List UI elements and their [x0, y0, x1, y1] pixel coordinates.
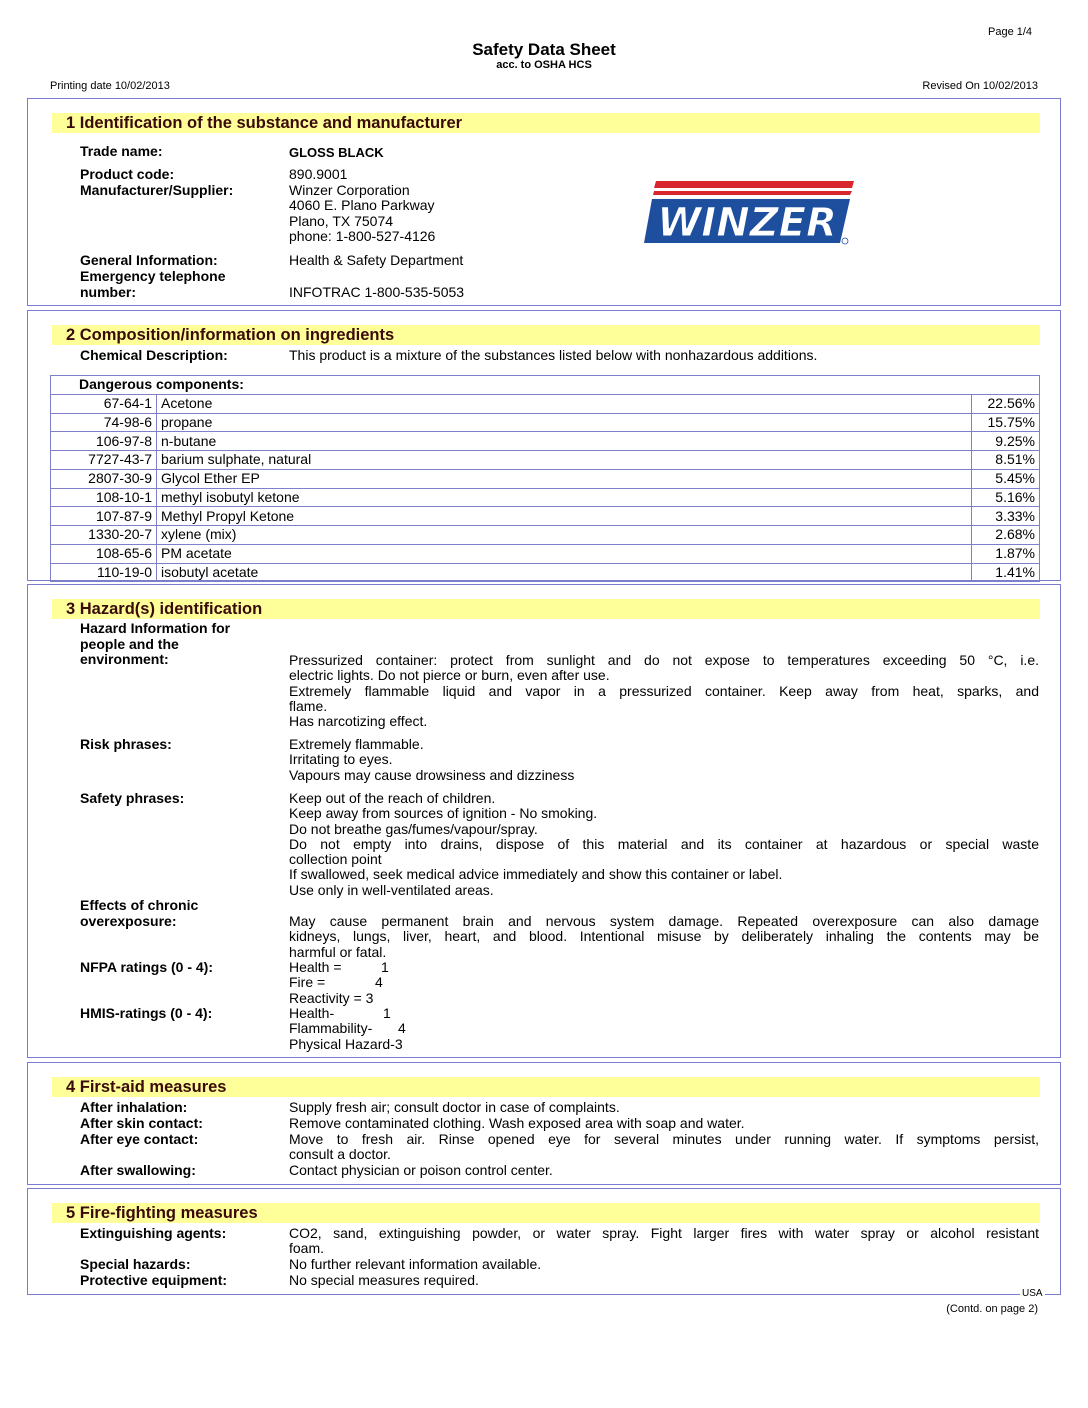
table-header-row [51, 376, 1040, 395]
emergency-label: Emergency telephone [80, 268, 226, 284]
rating-value: 1 [381, 959, 389, 975]
rating-key: Health = [289, 959, 342, 975]
inhalation-value: Supply fresh air; consult doctor in case of complaints. [289, 1099, 620, 1115]
cas-number: 108-10-1 [51, 488, 157, 507]
rating-key: Reactivity = 3 [289, 989, 374, 1006]
cas-number: 74-98-6 [51, 413, 157, 432]
component-percent: 5.16% [972, 488, 1040, 507]
rating-key: Flammability- [289, 1020, 373, 1037]
nfpa-ratings [289, 960, 1039, 1006]
rating-value: 1 [383, 1005, 391, 1021]
manufacturer-line: phone: 1-800-527-4126 [289, 227, 436, 244]
rating-line [289, 1006, 1039, 1021]
component-name: Glycol Ether EP [157, 469, 972, 488]
risk-phrases-value [289, 737, 1039, 783]
rating-key: Physical Hazard-3 [289, 1035, 403, 1052]
table-row [51, 451, 1040, 470]
component-name: Acetone [157, 394, 972, 413]
text-line: Use only in well-ventilated areas. [289, 881, 494, 898]
safety-phrases-label: Safety phrases: [80, 790, 185, 806]
table-row [51, 507, 1040, 526]
section-fire-fighting [27, 1188, 1061, 1295]
text-line: collection point [289, 851, 382, 868]
component-percent: 5.45% [972, 469, 1040, 488]
skin-contact-value: Remove contaminated clothing. Wash exposed area with soap and water. [289, 1115, 745, 1131]
component-percent: 1.41% [972, 563, 1040, 582]
text-line: Move to fresh air. Rinse opened eye for several minutes under running water. If symptoms persist, [289, 1131, 1039, 1147]
product-code-value: 890.9001 [289, 166, 348, 182]
extinguishing-value [289, 1226, 1039, 1257]
text-line: If swallowed, seek medical advice immediately and show this container or label. [289, 866, 783, 883]
protective-equipment-label: Protective equipment: [80, 1272, 228, 1288]
text-line: electric lights. Do not pierce or burn, even after use. [289, 667, 610, 684]
component-name: Methyl Propyl Ketone [157, 507, 972, 526]
hmis-ratings [289, 1006, 1039, 1052]
text-line: harmful or fatal. [289, 943, 387, 960]
rating-key: Health- [289, 1005, 335, 1021]
table-row [51, 432, 1040, 451]
text-line: kidneys, lungs, liver, heart, and blood. Intentional misuse by deliberately inhaling the contents may be [289, 928, 1039, 945]
rating-key: Fire = [289, 974, 326, 991]
country-marker: USA [1022, 1288, 1043, 1299]
chronic-effects-value [289, 914, 1039, 960]
component-name: PM acetate [157, 544, 972, 563]
section-title: 5 Fire-fighting measures [66, 1204, 258, 1222]
text-line: Keep out of the reach of children. [289, 790, 496, 806]
continued-note: (Contd. on page 2) [946, 1303, 1038, 1315]
table-row [51, 563, 1040, 582]
section-hazards [27, 584, 1061, 1058]
risk-phrases-label: Risk phrases: [80, 736, 172, 752]
component-name: n-butane [157, 432, 972, 451]
component-percent: 8.51% [972, 451, 1040, 470]
page-number: Page 1/4 [988, 26, 1033, 38]
swallowing-label: After swallowing: [80, 1162, 196, 1178]
cas-number: 110-19-0 [51, 563, 157, 582]
component-percent: 2.68% [972, 526, 1040, 545]
rating-line [289, 991, 1039, 1006]
text-line: Extremely flammable liquid and vapor in a pressurized container. Keep away from heat, sparks, and [289, 682, 1039, 699]
label-line: people and the [80, 635, 179, 652]
component-percent: 15.75% [972, 413, 1040, 432]
manufacturer-value [289, 183, 589, 244]
rating-value: 4 [398, 1020, 406, 1037]
eye-contact-label: After eye contact: [80, 1131, 199, 1147]
section-heading [52, 113, 1040, 133]
skin-contact-label: After skin contact: [80, 1115, 203, 1131]
chemical-description-value: This product is a mixture of the substances listed below with nonhazardous additions. [289, 347, 818, 363]
text-line: flame. [289, 697, 328, 714]
section-identification [27, 98, 1061, 306]
text-line: Irritating to eyes. [289, 751, 393, 768]
label-line: Effects of chronic [80, 897, 199, 913]
component-name: propane [157, 413, 972, 432]
component-name: xylene (mix) [157, 526, 972, 545]
inhalation-label: After inhalation: [80, 1099, 188, 1115]
chemical-description-label: Chemical Description: [80, 347, 228, 363]
table-row [51, 394, 1040, 413]
rating-line [289, 1037, 1039, 1052]
general-info-label: General Information: [80, 252, 218, 268]
section-title: 4 First-aid measures [66, 1078, 227, 1096]
chronic-effects-label [80, 898, 198, 929]
text-line: foam. [289, 1240, 325, 1257]
printing-date: Printing date 10/02/2013 [50, 80, 170, 92]
label-line: overexposure: [80, 912, 177, 929]
document-title: Safety Data Sheet [472, 40, 616, 59]
svg-text:WINZER: WINZER [657, 200, 837, 245]
text-line: Extremely flammable. [289, 736, 424, 752]
component-name: methyl isobutyl ketone [157, 488, 972, 507]
nfpa-label: NFPA ratings (0 - 4): [80, 959, 214, 975]
cas-number: 7727-43-7 [51, 451, 157, 470]
section-heading [52, 325, 1040, 345]
component-percent: 22.56% [972, 394, 1040, 413]
eye-contact-value [289, 1132, 1039, 1163]
cas-number: 67-64-1 [51, 394, 157, 413]
hazard-info-value [289, 653, 1039, 729]
rating-value: 4 [375, 974, 383, 991]
section-heading [52, 599, 1040, 619]
hmis-label: HMIS-ratings (0 - 4): [80, 1005, 213, 1021]
component-name: barium sulphate, natural [157, 451, 972, 470]
component-name: isobutyl acetate [157, 563, 972, 582]
manufacturer-label: Manufacturer/Supplier: [80, 182, 234, 198]
safety-phrases-value [289, 791, 1039, 898]
special-hazards-value: No further relevant information available. [289, 1256, 542, 1272]
text-line: Has narcotizing effect. [289, 713, 428, 730]
table-row [51, 413, 1040, 432]
emergency-phone: INFOTRAC 1-800-535-5053 [289, 284, 465, 300]
winzer-logo [644, 179, 854, 245]
label-line: environment: [80, 651, 169, 667]
text-line: Do not empty into drains, dispose of this material and its container at hazardous or special waste [289, 835, 1039, 852]
protective-equipment-value: No special measures required. [289, 1272, 479, 1288]
component-percent: 1.87% [972, 544, 1040, 563]
manufacturer-line: Plano, TX 75074 [289, 212, 394, 229]
emergency-label: number: [80, 284, 136, 300]
table-row [51, 469, 1040, 488]
table-row [51, 488, 1040, 507]
manufacturer-line: 4060 E. Plano Parkway [289, 197, 435, 214]
hazard-info-label [80, 621, 230, 668]
cas-number: 108-65-6 [51, 544, 157, 563]
product-code-label: Product code: [80, 166, 175, 182]
dangerous-components-label: Dangerous components: [51, 376, 1040, 395]
document-subtitle: acc. to OSHA HCS [496, 59, 592, 71]
revised-date: Revised On 10/02/2013 [922, 80, 1038, 92]
extinguishing-label: Extinguishing agents: [80, 1225, 227, 1241]
text-line: May cause permanent brain and nervous system damage. Repeated overexposure can also damage [289, 913, 1039, 929]
section-title: 1 Identification of the substance and manufacturer [66, 114, 463, 132]
table-row [51, 544, 1040, 563]
text-line: Do not breathe gas/fumes/vapour/spray. [289, 820, 538, 837]
section-title: 2 Composition/information on ingredients [66, 326, 395, 344]
text-line: consult a doctor. [289, 1146, 391, 1163]
table-row [51, 526, 1040, 545]
cas-number: 2807-30-9 [51, 469, 157, 488]
section-heading [52, 1203, 1040, 1223]
cas-number: 1330-20-7 [51, 526, 157, 545]
section-composition [27, 310, 1061, 581]
component-percent: 9.25% [972, 432, 1040, 451]
trade-name-label: Trade name: [80, 143, 163, 159]
manufacturer-line: Winzer Corporation [289, 182, 410, 198]
cas-number: 106-97-8 [51, 432, 157, 451]
cas-number: 107-87-9 [51, 507, 157, 526]
section-title: 3 Hazard(s) identification [66, 600, 263, 618]
text-line: Vapours may cause drowsiness and dizziness [289, 766, 575, 783]
text-line: Keep away from sources of ignition - No smoking. [289, 805, 598, 822]
general-info-value: Health & Safety Department [289, 252, 464, 268]
rating-line [289, 1021, 1039, 1036]
section-heading [52, 1077, 1040, 1097]
swallowing-value: Contact physician or poison control center. [289, 1162, 553, 1178]
special-hazards-label: Special hazards: [80, 1256, 191, 1272]
section-first-aid [27, 1062, 1061, 1185]
trade-name-value: GLOSS BLACK [289, 145, 384, 160]
label-line: Hazard Information for [80, 620, 231, 636]
text-line: CO2, sand, extinguishing powder, or water spray. Fight larger fires with water spray or alcohol resistant [289, 1225, 1039, 1241]
rating-line [289, 975, 1039, 990]
text-line: Pressurized container: protect from sunlight and do not expose to temperatures exceeding 50 °C, i.e. [289, 652, 1039, 668]
component-percent: 3.33% [972, 507, 1040, 526]
components-table [50, 375, 1040, 582]
rating-line [289, 960, 1039, 975]
